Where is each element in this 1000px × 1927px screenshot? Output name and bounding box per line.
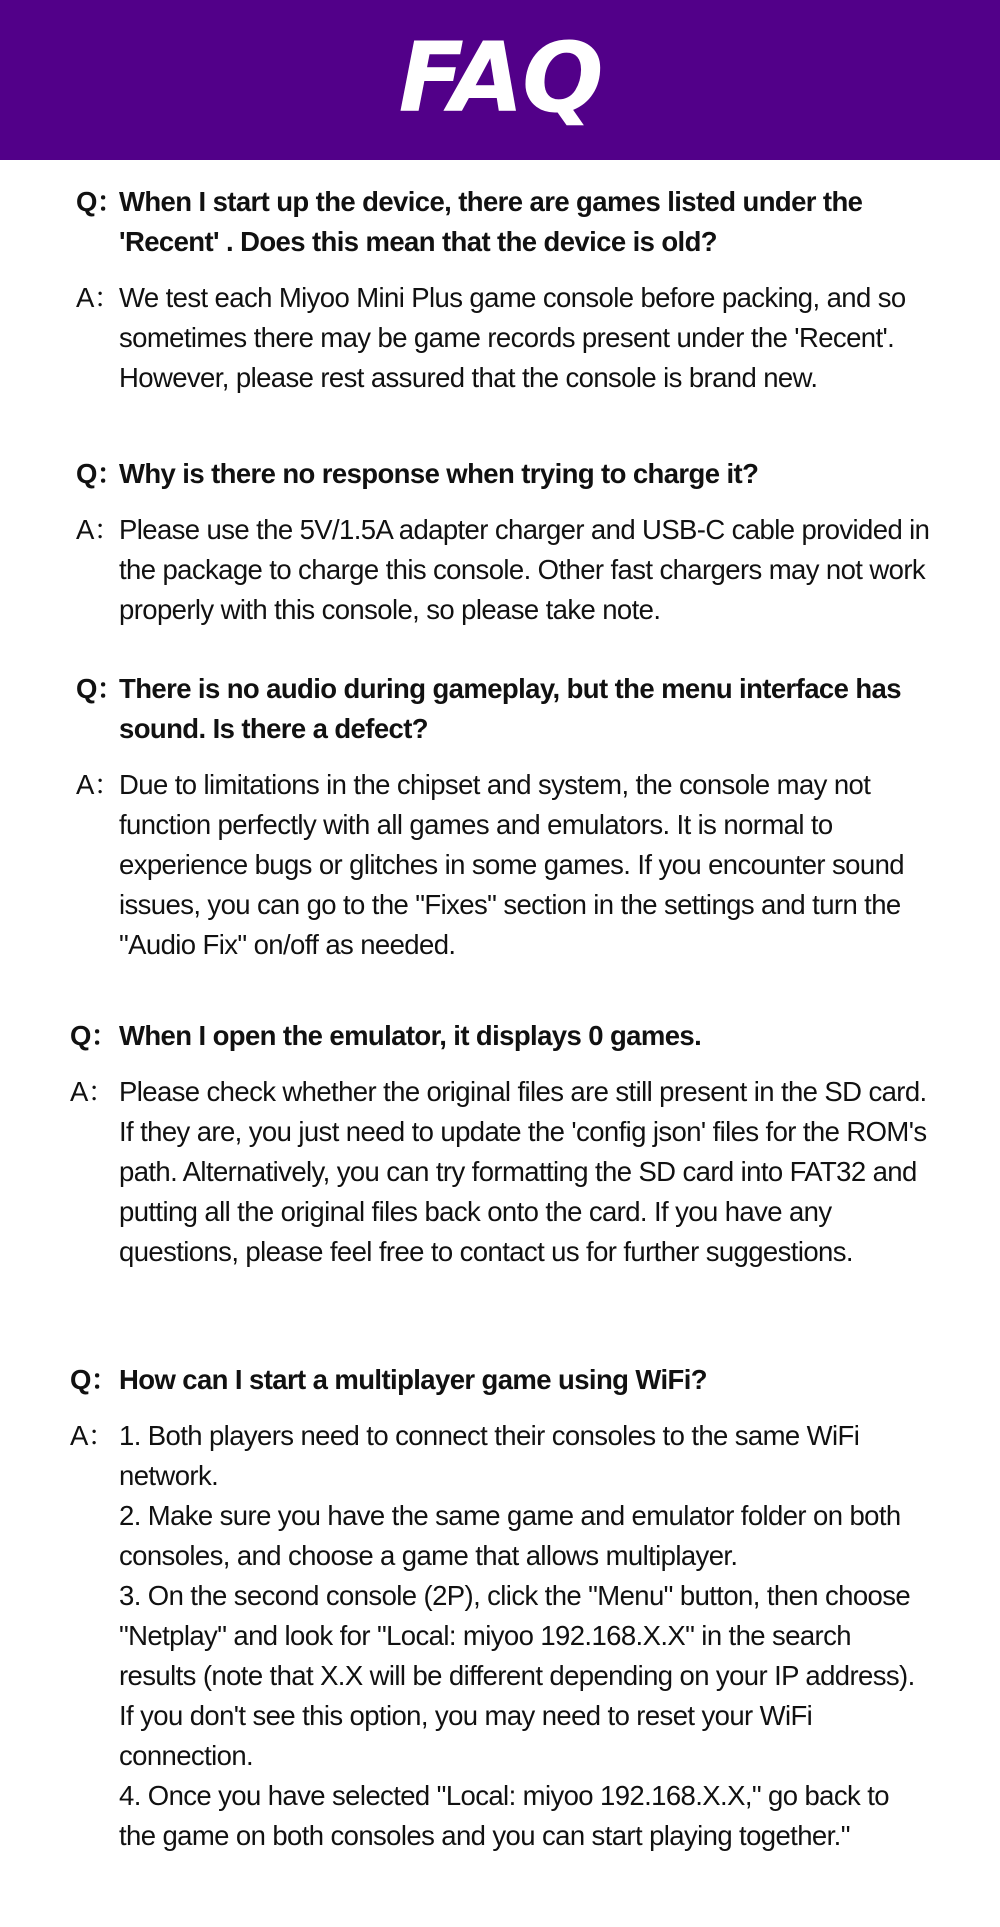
answer-text: Due to limitations in the chipset and system, the console may not function perfectly with all games and emulators. It is normal to experience bugs or glitches in some games. If you encounter sound issues, you can go to the "Fixes" section in the settings and turn the "Audio Fix" on/off as needed. xyxy=(119,769,904,960)
question-marker: Q： xyxy=(70,1020,118,1051)
answer-text: Please check whether the original files are still present in the SD card. If they are, you just need to update the 'config json' files for the ROM's path. Alternatively, you can try formatting the SD card into FAT32 and putting all the original files back onto the card. If you have any questions, please feel free to contact us for further suggestions. xyxy=(119,1076,927,1267)
faq-item xyxy=(0,1016,1000,1272)
question-text: When I open the emulator, it displays 0 games. xyxy=(119,1020,702,1051)
question-text: Why is there no response when trying to charge it? xyxy=(119,458,759,489)
faq-answer xyxy=(0,1416,1000,1856)
faq-question xyxy=(0,182,1000,262)
faq-item xyxy=(0,1360,1000,1856)
question-text: How can I start a multiplayer game using WiFi? xyxy=(119,1364,707,1395)
answer-line: 2. Make sure you have the same game and emulator folder on both consoles, and choose a game that allows multiplayer. xyxy=(119,1500,901,1571)
answer-line: 1. Both players need to connect their consoles to the same WiFi network. xyxy=(119,1420,860,1491)
faq-question xyxy=(0,454,1000,494)
faq-answer xyxy=(0,510,1000,630)
answer-text: Please use the 5V/1.5A adapter charger and USB-C cable provided in the package to charge this console. Other fast chargers may not work properly with this console, so please take note. xyxy=(119,514,930,625)
question-text: When I start up the device, there are games listed under the 'Recent' . Does this mean that the device is old? xyxy=(119,186,863,257)
answer-marker: A： xyxy=(70,1076,115,1107)
question-marker: Q： xyxy=(70,1364,118,1395)
answer-line: 4. Once you have selected "Local: miyoo 192.168.X.X," go back to the game on both consoles and you can start playing together." xyxy=(119,1780,889,1851)
page-header xyxy=(0,0,1000,160)
faq-answer xyxy=(0,765,1000,965)
answer-marker: A： xyxy=(76,769,121,800)
question-text: There is no audio during gameplay, but the menu interface has sound. Is there a defect? xyxy=(119,673,901,744)
question-marker: Q： xyxy=(76,458,124,489)
faq-question xyxy=(0,669,1000,749)
faq-answer xyxy=(0,1072,1000,1272)
question-marker: Q： xyxy=(76,673,124,704)
question-marker: Q： xyxy=(76,186,124,217)
answer-line: 3. On the second console (2P), click the "Menu" button, then choose "Netplay" and look for "Local: miyoo 192.168.X.X" in the search results (note that X.X will be different depending on your IP address). If you don't see this option, you may need to reset your WiFi connection. xyxy=(119,1580,915,1771)
faq-item xyxy=(0,454,1000,630)
answer-marker: A： xyxy=(70,1420,115,1451)
answer-marker: A： xyxy=(76,282,121,313)
faq-item xyxy=(0,182,1000,398)
faq-question xyxy=(0,1360,1000,1400)
answer-text: We test each Miyoo Mini Plus game console before packing, and so sometimes there may be game records present under the 'Recent'. However, please rest assured that the console is brand new. xyxy=(119,282,906,393)
answer-marker: A： xyxy=(76,514,121,545)
page-title: FAQ xyxy=(398,22,602,134)
faq-question xyxy=(0,1016,1000,1056)
faq-item xyxy=(0,669,1000,965)
faq-answer xyxy=(0,278,1000,398)
